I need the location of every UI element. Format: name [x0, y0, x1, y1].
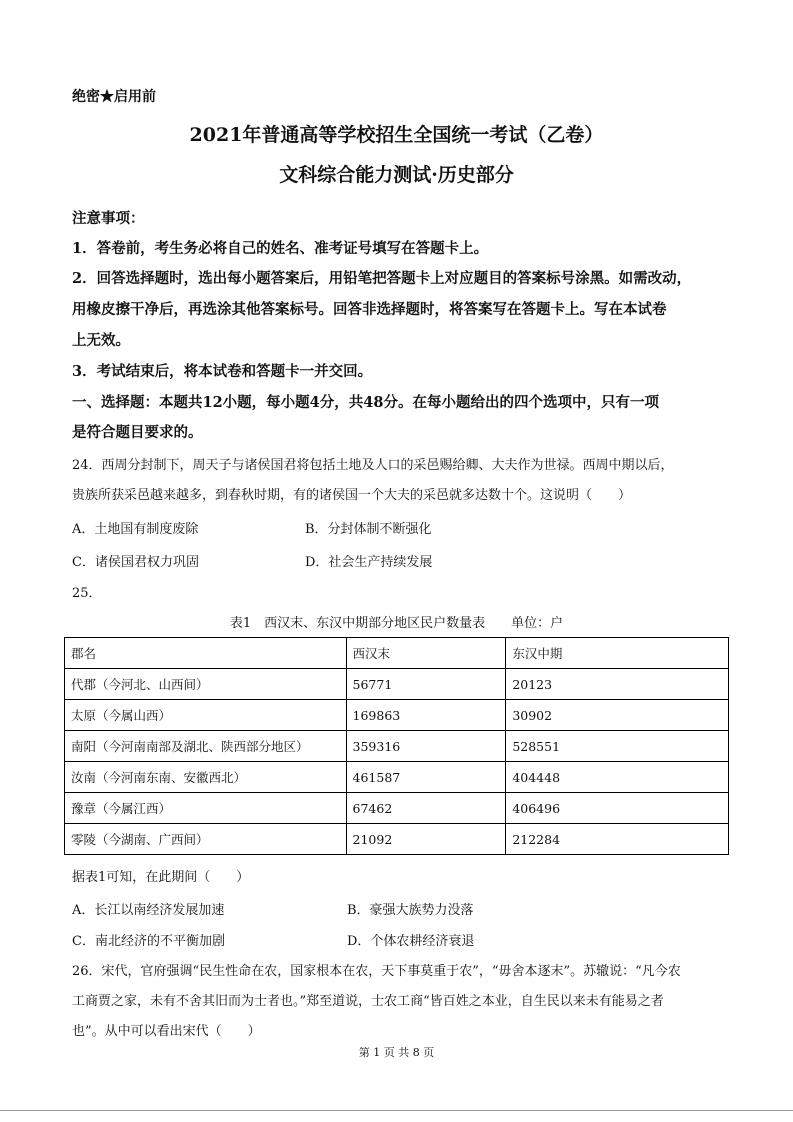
page-divider	[0, 1110, 793, 1111]
table-cell: 169863	[346, 700, 506, 731]
table-row	[65, 762, 729, 793]
table-row	[65, 793, 729, 824]
question-24-line-1: 24．西周分封制下，周天子与诸侯国君将包括土地及人口的采邑赐给卿、大夫作为世禄。西周中期以后，	[72, 458, 674, 473]
table-header-cell: 郡名	[65, 638, 347, 669]
table-cell: 豫章（今属江西）	[65, 793, 347, 824]
q25-option-c: C．南北经济的不平衡加剧	[72, 934, 225, 949]
table-cell: 359316	[346, 731, 506, 762]
exam-title: 2021年普通高等学校招生全国统一考试（乙卷）	[189, 124, 604, 146]
q24-option-a: A．土地国有制度废除	[72, 522, 199, 537]
table-cell: 零陵（今湖南、广西间）	[65, 824, 347, 855]
table-cell: 20123	[506, 669, 729, 700]
section-instruction-1: 一、选择题：本题共12小题，每小题4分，共48分。在每小题给出的四个选项中，只有一项	[72, 394, 659, 411]
notice-item-1: 1．答卷前，考生务必将自己的姓名、准考证号填写在答题卡上。	[72, 240, 489, 257]
question-24-line-2: 贵族所获采邑越来越多，到春秋时期，有的诸侯国一个大夫的采邑就多达数十个。这说明（ ）	[72, 488, 632, 503]
confidential-mark: 绝密★启用前	[72, 89, 156, 105]
table-cell: 21092	[346, 824, 506, 855]
table-cell: 南阳（今河南南部及湖北、陕西部分地区）	[65, 731, 347, 762]
notice-item-2a: 2．回答选择题时，选出每小题答案后，用铅笔把答题卡上对应题目的答案标号涂黑。如需改动，	[72, 270, 692, 287]
table-header-cell: 西汉末	[346, 638, 506, 669]
table-cell: 太原（今属山西）	[65, 700, 347, 731]
exam-subtitle: 文科综合能力测试·历史部分	[279, 164, 514, 186]
table-header-row	[65, 638, 729, 669]
notice-heading: 注意事项：	[72, 210, 145, 227]
q25-option-a: A．长江以南经济发展加速	[72, 903, 225, 918]
q25-option-d: D．个体农耕经济衰退	[347, 934, 475, 949]
question-25-number: 25．	[72, 586, 102, 601]
table-caption: 表1 西汉末、东汉中期部分地区民户数量表 单位：户	[229, 616, 564, 631]
table-cell: 212284	[506, 824, 729, 855]
notice-item-2b: 用橡皮擦干净后，再选涂其他答案标号。回答非选择题时，将答案写在答题卡上。写在本试卷	[72, 301, 667, 318]
table-row	[65, 700, 729, 731]
table-cell: 56771	[346, 669, 506, 700]
table-cell: 406496	[506, 793, 729, 824]
table-cell: 404448	[506, 762, 729, 793]
table-cell: 528551	[506, 731, 729, 762]
section-instruction-2: 是符合题目要求的。	[72, 424, 203, 441]
notice-item-3: 3．考试结束后，将本试卷和答题卡一并交回。	[72, 363, 373, 380]
notice-item-2c: 上无效。	[72, 332, 130, 349]
question-26-line-3: 也”。从中可以看出宋代（ ）	[72, 1024, 261, 1039]
q24-option-b: B．分封体制不断强化	[305, 522, 432, 537]
table-cell: 汝南（今河南东南、安徽西北）	[65, 762, 347, 793]
table-cell: 67462	[346, 793, 506, 824]
table-row	[65, 669, 729, 700]
q25-option-b: B．豪强大族势力没落	[347, 903, 474, 918]
q24-option-c: C．诸侯国君权力巩固	[72, 555, 199, 570]
question-25-stem: 据表1可知，在此期间（ ）	[72, 870, 250, 885]
table-cell: 30902	[506, 700, 729, 731]
table-cell: 代郡（今河北、山西间）	[65, 669, 347, 700]
household-table	[64, 637, 729, 855]
page-number: 第 1 页 共 8 页	[358, 1046, 435, 1059]
question-26-line-2: 工商贾之家，未有不舍其旧而为士者也。”郑至道说，士农工商“皆百姓之本业，自生民以来未有能易之者	[72, 994, 664, 1009]
table-cell: 461587	[346, 762, 506, 793]
question-26-line-1: 26．宋代，官府强调“民生性命在农，国家根本在农，天下事莫重于农”，“毋舍本逐末”。苏辙说：“凡今农	[72, 964, 681, 979]
table-header-cell: 东汉中期	[506, 638, 729, 669]
table-row	[65, 731, 729, 762]
q24-option-d: D．社会生产持续发展	[305, 555, 433, 570]
table-row	[65, 824, 729, 855]
